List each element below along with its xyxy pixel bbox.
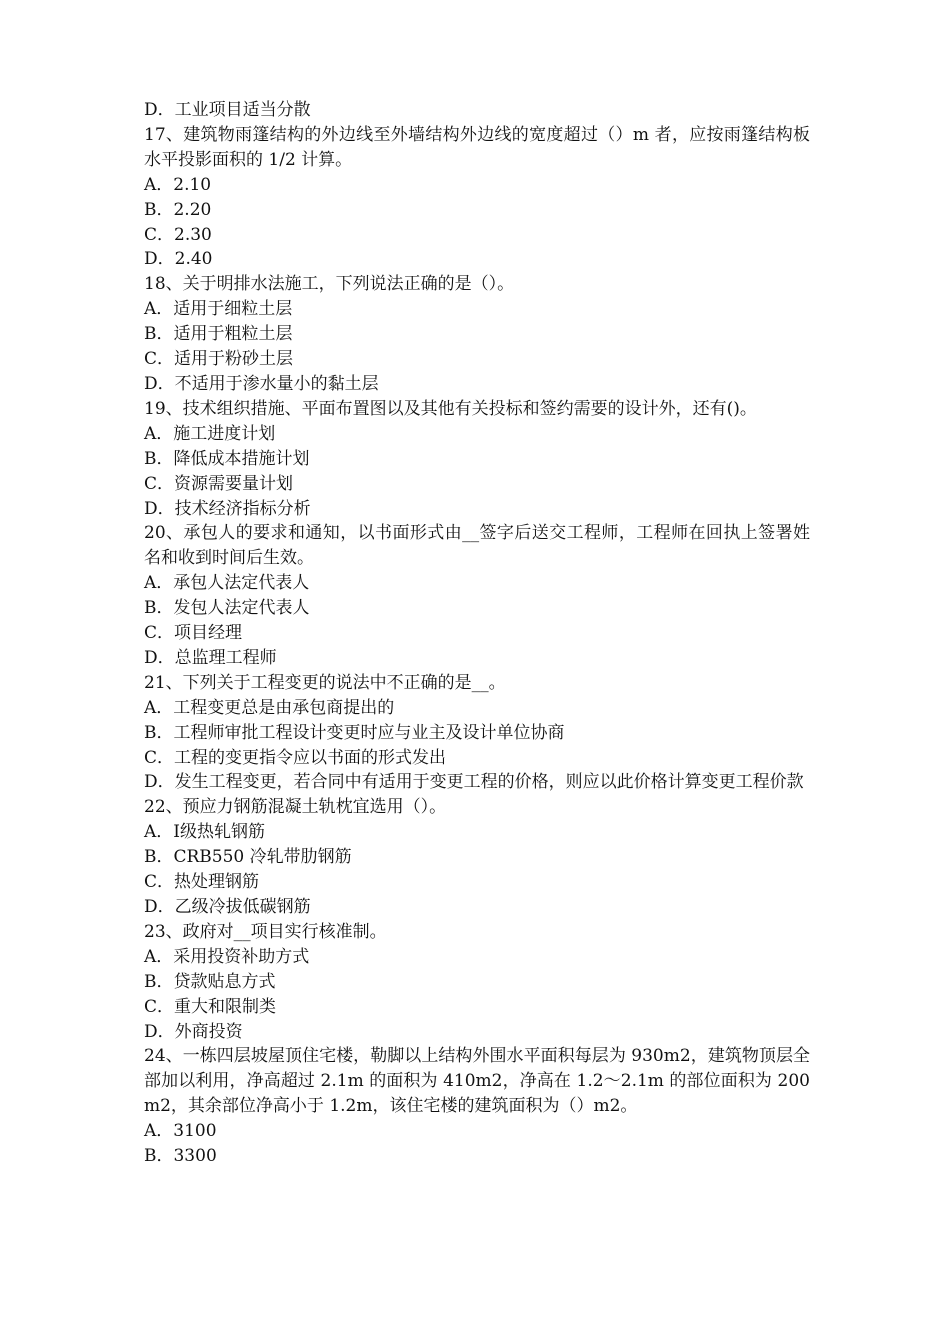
question-text: 22、预应力钢筋混凝土轨枕宜选用（）。 [144,797,447,818]
answer-option: B．工程师审批工程设计变更时应与业主及设计单位协商 [144,722,565,743]
question-text: 24、一栋四层坡屋顶住宅楼，勒脚以上结构外围水平面积每层为 930m2，建筑物顶层全部加以利用，净高超过 2.1m 的面积为 410m2，净高在 1.2～2.1m 的部位面积为 200m2，其余部位净高小于 1.2m，该住宅楼的建筑面积为（）m2。 [144,1046,810,1117]
answer-option: A．Ⅰ级热轧钢筋 [144,822,265,843]
answer-option: A．适用于细粒土层 [144,299,293,320]
answer-option: C．资源需要量计划 [144,473,294,494]
answer-option: B．贷款贴息方式 [144,971,276,992]
question-text: 19、技术组织措施、平面布置图以及其他有关投标和签约需要的设计外，还有()。 [144,398,757,419]
answer-option: D．乙级冷拔低碳钢筋 [144,897,311,917]
answer-option: D．不适用于渗水量小的黏土层 [144,373,379,394]
question-text: 23、政府对__项目实行核准制。 [144,921,387,942]
answer-option: C．2.30 [144,224,212,245]
question-text: 21、下列关于工程变更的说法中不正确的是__。 [144,672,506,693]
answer-option: D．外商投资 [144,1021,243,1042]
question-text: D．发生工程变更，若合同中有适用于变更工程的价格，则应以此价格计算变更工程价款 [144,772,804,793]
question-text: 17、建筑物雨篷结构的外边线至外墙结构外边线的宽度超过（）m 者，应按雨篷结构板水平投影面积的 1/2 计算。 [144,124,810,170]
answer-option: B．CRB550 冷轧带肋钢筋 [144,847,352,868]
answer-option: A．承包人法定代表人 [144,573,310,594]
answer-option: C．热处理钢筋 [144,872,260,893]
answer-option: C．项目经理 [144,623,243,644]
answer-option: D．技术经济指标分析 [144,498,311,519]
answer-option: B．降低成本措施计划 [144,448,310,469]
question-text: 18、关于明排水法施工，下列说法正确的是（）。 [144,274,515,295]
question-text: 20、承包人的要求和通知，以书面形式由__签字后送交工程师，工程师在回执上签署姓名和收到时间后生效。 [144,523,810,569]
answer-option: B．3300 [144,1146,217,1167]
answer-option: D．总监理工程师 [144,647,277,668]
answer-option: A．施工进度计划 [144,423,276,444]
answer-option: D．2.40 [144,249,213,270]
document-body [144,98,810,1169]
answer-option: C．重大和限制类 [144,996,277,1017]
answer-option: B．适用于粗粒土层 [144,324,293,345]
answer-option: C．工程的变更指令应以书面的形式发出 [144,747,447,768]
answer-option: A．工程变更总是由承包商提出的 [144,697,395,718]
answer-option: B．2.20 [144,199,212,220]
answer-option: D．工业项目适当分散 [144,100,311,120]
answer-option: B．发包人法定代表人 [144,598,310,619]
answer-option: A．3100 [144,1121,217,1142]
answer-option: A．采用投资补助方式 [144,946,310,967]
answer-option: C．适用于粉砂土层 [144,349,294,370]
answer-option: A．2.10 [144,174,212,195]
